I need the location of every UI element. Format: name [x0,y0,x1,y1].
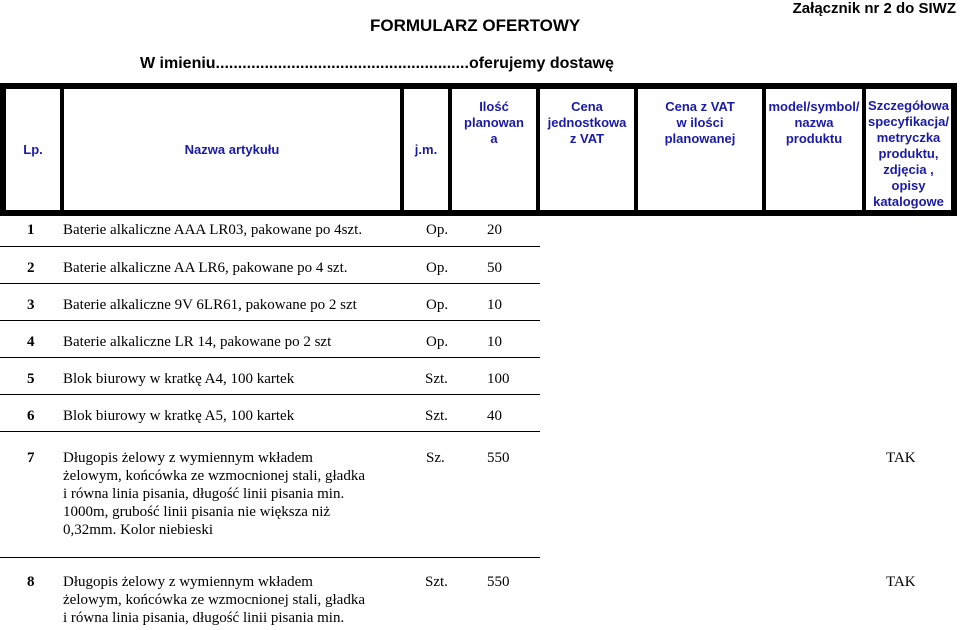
row-divider [0,283,540,284]
row-divider [0,557,540,558]
col-header-total-price [636,87,764,212]
col-header-model [764,87,864,212]
offer-header-table [0,83,957,216]
col-header-unit-price [538,87,636,212]
offer-subtitle: W imieniu.........................................................oferujemy dostawę [140,55,614,72]
row-spec-confirmation: TAK [886,450,916,466]
item-name-line: Blok biurowy w kratkę A5, 100 kartek [63,408,295,424]
header-line: Cena z VAT [665,99,735,114]
row-item-name [63,221,362,239]
row-unit: Szt. [425,408,448,424]
row-quantity: 50 [487,260,502,276]
row-quantity: 10 [487,334,502,350]
row-unit: Op. [426,260,449,276]
header-line: zdjęcia , [883,162,934,177]
row-item-name [63,296,357,314]
header-line: opisy [891,178,926,193]
item-name-line: Blok biurowy w kratkę A4, 100 kartek [63,371,295,387]
item-name-line: żelowym, końcówka ze wzmocnionej stali, gładka [63,468,365,484]
header-line: planowan [464,115,524,130]
row-unit: Op. [426,222,449,238]
header-line: Cena [571,99,603,114]
header-line: katalogowe [873,194,944,209]
header-line: model/symbol/ [768,99,860,114]
row-lp: 8 [27,574,35,590]
row-unit: Szt. [425,371,448,387]
item-name-line: 0,32mm. Kolor niebieski [63,522,213,538]
header-line: w ilości planowanej [664,115,736,146]
row-divider [0,357,540,358]
row-unit: Sz. [426,450,445,466]
row-divider [0,246,540,247]
item-name-line: i równa linia pisania, długość linii pisania min. [63,610,345,626]
header-line: Szczegółowa [868,98,949,113]
annex-label: Załącznik nr 2 do SIWZ [792,0,956,17]
row-lp: 6 [27,408,35,424]
row-spec-confirmation: TAK [886,574,916,590]
row-unit: Op. [426,334,449,350]
header-line: metryczka [876,130,941,145]
row-quantity: 20 [487,222,502,238]
row-item-name [63,573,365,627]
header-line: a [490,131,498,146]
item-name-line: i równa linia pisania, długość linii pisania min. [63,486,345,502]
row-lp: 2 [27,260,35,276]
row-lp: 1 [27,222,35,238]
row-divider [0,394,540,395]
header-line: jednostkowa [547,115,627,130]
row-quantity: 10 [487,297,502,313]
item-name-line: Długopis żelowy z wymiennym wkładem [63,450,313,466]
row-item-name [63,333,331,351]
item-name-line: 1000m, grubość linii pisania nie większa niż [63,504,331,520]
col-header-lp: Lp. [4,87,62,212]
header-line: produktu [785,131,843,146]
row-item-name [63,259,348,277]
header-line: Ilość [479,99,509,114]
item-name-line: Baterie alkaliczne 9V 6LR61, pakowane po 2 szt [63,297,357,313]
row-quantity: 550 [487,574,510,590]
header-line: produktu, [878,146,939,161]
row-quantity: 100 [487,371,510,387]
header-line: specyfikacja/ [868,114,949,129]
row-quantity: 550 [487,450,510,466]
item-name-line: Baterie alkaliczne LR 14, pakowane po 2 szt [63,334,332,350]
col-header-spec [864,87,953,212]
row-lp: 7 [27,450,35,466]
item-name-line: żelowym, końcówka ze wzmocnionej stali, gładka [63,592,365,608]
row-divider [0,431,540,432]
row-item-name [63,449,365,539]
item-name-line: Długopis żelowy z wymiennym wkładem [63,574,313,590]
row-unit: Op. [426,297,449,313]
row-divider [0,320,540,321]
col-header-qty [450,87,538,212]
row-quantity: 40 [487,408,502,424]
header-line: nazwa [794,115,834,130]
col-header-name: Nazwa artykułu [62,87,402,212]
row-lp: 3 [27,297,35,313]
row-item-name [63,370,294,388]
row-unit: Szt. [425,574,448,590]
item-name-line: Baterie alkaliczne AAA LR03, pakowane po 4szt. [63,222,363,238]
form-title: FORMULARZ OFERTOWY [370,16,581,35]
row-lp: 5 [27,371,35,387]
item-name-line: Baterie alkaliczne AA LR6, pakowane po 4 szt. [63,260,348,276]
row-lp: 4 [27,334,35,350]
header-line: z VAT [569,131,605,146]
col-header-unit: j.m. [402,87,450,212]
row-item-name [63,407,294,425]
